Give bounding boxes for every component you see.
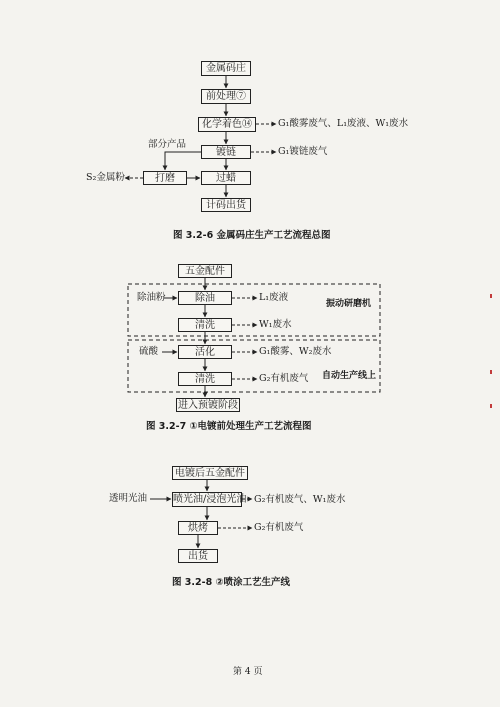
flow2-input-sulfuric-acid: 硫酸	[139, 346, 159, 357]
flow1-box-pretreatment: 前处理⑦	[201, 89, 251, 104]
flow1-box-shipping: 计码出货	[201, 198, 251, 212]
flow3-box-baking: 烘烤	[178, 521, 218, 535]
flow2-group-label-vibration: 振动研磨机	[326, 299, 372, 309]
flow3-box-spray-varnish: 喷光油/浸泡光油	[173, 494, 247, 505]
flow3-box-post-plating-parts: 电镀后五金配件	[172, 466, 248, 480]
flow1-box-raw-material: 金属码庄	[201, 61, 251, 76]
flow3-label-organic-gas-wastewater: G₂有机废气、W₁废水	[254, 494, 346, 505]
flow2-label-wastewater: W₁废水	[259, 319, 292, 330]
flow2-group-label-auto-line: 自动生产线上	[322, 371, 377, 381]
flow2-box-activation: 活化	[178, 345, 232, 359]
flow1-label-metal-powder: S₂金属粉	[86, 172, 125, 183]
flow2-caption: 图 3.2-7 ①电镀前处理生产工艺流程图	[146, 421, 312, 432]
flow1-caption: 图 3.2-6 金属码庄生产工艺流程总图	[173, 230, 331, 241]
flow1-box-polishing: 打磨	[143, 171, 187, 185]
flow3-box-shipping: 出货	[178, 549, 218, 563]
flow2-box-hardware-parts: 五金配件	[178, 264, 232, 278]
flow1-box-chain-plating: 镀链	[201, 145, 251, 159]
flow2-input-degreasing-powder: 除油粉	[137, 292, 166, 303]
flow3-caption: 图 3.2-8 ②喷涂工艺生产线	[172, 577, 291, 588]
flow2-box-rinse-2: 清洗	[178, 372, 232, 386]
flow3-input-clear-varnish: 透明光油	[109, 493, 148, 504]
flow2-box-rinse-1: 清洗	[178, 318, 232, 332]
flow2-box-pre-plating: 进入预镀阶段	[178, 400, 238, 411]
flow2-label-waste-liquid: L₁废液	[259, 292, 289, 303]
flow1-label-partial-products: 部分产品	[148, 139, 187, 150]
flow2-label-organic-gas: G₂有机废气	[259, 373, 309, 384]
flow1-label-coloring-emissions: G₁酸雾废气、L₁废液、W₁废水	[278, 118, 409, 129]
flow1-label-plating-emissions: G₁镀链废气	[278, 146, 328, 157]
flow2-box-degreasing: 除油	[178, 291, 232, 305]
flow1-box-chemical-coloring: 化学着色⑭	[198, 117, 256, 132]
page-number: 第 4 页	[233, 667, 263, 677]
flow2-label-acid-mist: G₁酸雾、W₂废水	[259, 346, 332, 357]
flow1-box-waxing: 过蜡	[201, 171, 251, 185]
flow3-label-organic-gas: G₂有机废气	[254, 522, 304, 533]
